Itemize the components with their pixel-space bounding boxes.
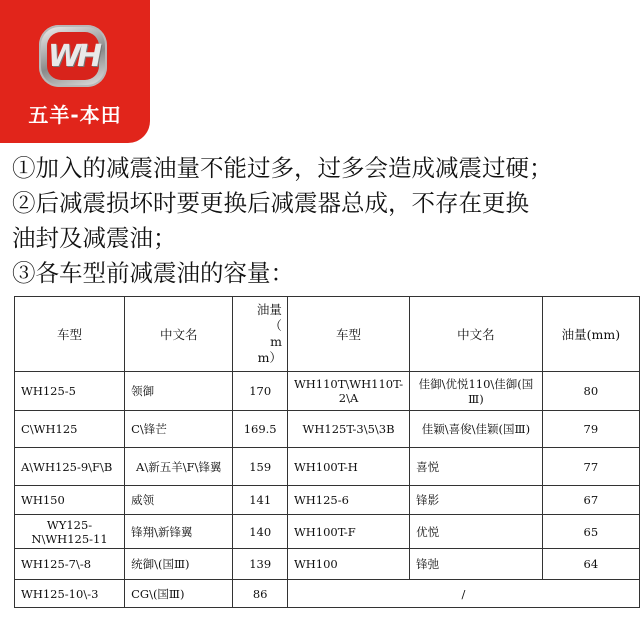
table-row	[15, 549, 640, 580]
cell-oil: 141	[233, 486, 288, 515]
cell-name: 喜悦	[410, 448, 543, 486]
cell-name: CG\(国Ⅲ)	[125, 580, 233, 608]
cell-model: WH100T-F	[287, 515, 409, 549]
emblem-text: WH	[47, 38, 99, 74]
cell-name: C\锋芒	[125, 411, 233, 448]
cell-oil: 159	[233, 448, 288, 486]
header-chinese-name: 中文名	[125, 297, 233, 372]
cell-oil: 139	[233, 549, 288, 580]
cell-model: WH100	[287, 549, 409, 580]
cell-name: 锋弛	[410, 549, 543, 580]
cell-model: WY125-N\WH125-11	[15, 515, 125, 549]
cell-oil: 79	[542, 411, 639, 448]
cell-oil: 65	[542, 515, 639, 549]
note-line: 油封及减震油；	[12, 224, 177, 252]
table-row	[15, 411, 640, 448]
header-model: 车型	[15, 297, 125, 372]
cell-oil: 169.5	[233, 411, 288, 448]
cell-model: WH110T\WH110T-2\A	[287, 372, 409, 411]
cell-model: WH125T-3\5\3B	[287, 411, 409, 448]
note-line: ①加入的减震油量不能过多，过多会造成减震过硬；	[12, 154, 553, 182]
cell-oil: 140	[233, 515, 288, 549]
cell-model: WH125-6	[287, 486, 409, 515]
table-row	[15, 486, 640, 515]
oil-capacity-table	[14, 296, 640, 608]
header-oil: 油量 （ m m）	[233, 297, 288, 372]
cell-model: WH125-5	[15, 372, 125, 411]
cell-name: 领御	[125, 372, 233, 411]
cell-name: 锋翔\新锋翼	[125, 515, 233, 549]
cell-name: 佳颖\喜俊\佳颖(国Ⅲ)	[410, 411, 543, 448]
note-line: ③各车型前减震油的容量：	[12, 259, 294, 287]
table-header-row	[15, 297, 640, 372]
cell-name: 统御\(国Ⅲ)	[125, 549, 233, 580]
cell-model: WH125-10\-3	[15, 580, 125, 608]
note-line: ②后减震损坏时要更换后减震器总成，不存在更换	[12, 189, 529, 217]
cell-model: C\WH125	[15, 411, 125, 448]
cell-oil: 170	[233, 372, 288, 411]
cell-model: WH100T-H	[287, 448, 409, 486]
cell-name: 佳御\优悦110\佳御(国Ⅲ)	[410, 372, 543, 411]
cell-name: 锋影	[410, 486, 543, 515]
brand-logo	[0, 0, 150, 143]
cell-oil: 80	[542, 372, 639, 411]
header-oil: 油量(mm)	[542, 297, 639, 372]
cell-name: A\新五羊\F\锋翼	[125, 448, 233, 486]
cell-oil: 86	[233, 580, 288, 608]
cell-name: 威领	[125, 486, 233, 515]
wh-emblem-icon	[39, 25, 107, 87]
header-model: 车型	[287, 297, 409, 372]
brand-name: 五羊-本田	[28, 103, 122, 127]
cell-oil: 64	[542, 549, 639, 580]
cell-model: A\WH125-9\F\B	[15, 448, 125, 486]
cell-merged-empty: /	[287, 580, 639, 608]
table-row	[15, 372, 640, 411]
cell-model: WH125-7\-8	[15, 549, 125, 580]
table-row	[15, 580, 640, 608]
table-row	[15, 448, 640, 486]
cell-oil: 77	[542, 448, 639, 486]
cell-model: WH150	[15, 486, 125, 515]
notes-block	[12, 151, 637, 291]
cell-oil: 67	[542, 486, 639, 515]
cell-name: 优悦	[410, 515, 543, 549]
header-chinese-name: 中文名	[410, 297, 543, 372]
table-row	[15, 515, 640, 549]
